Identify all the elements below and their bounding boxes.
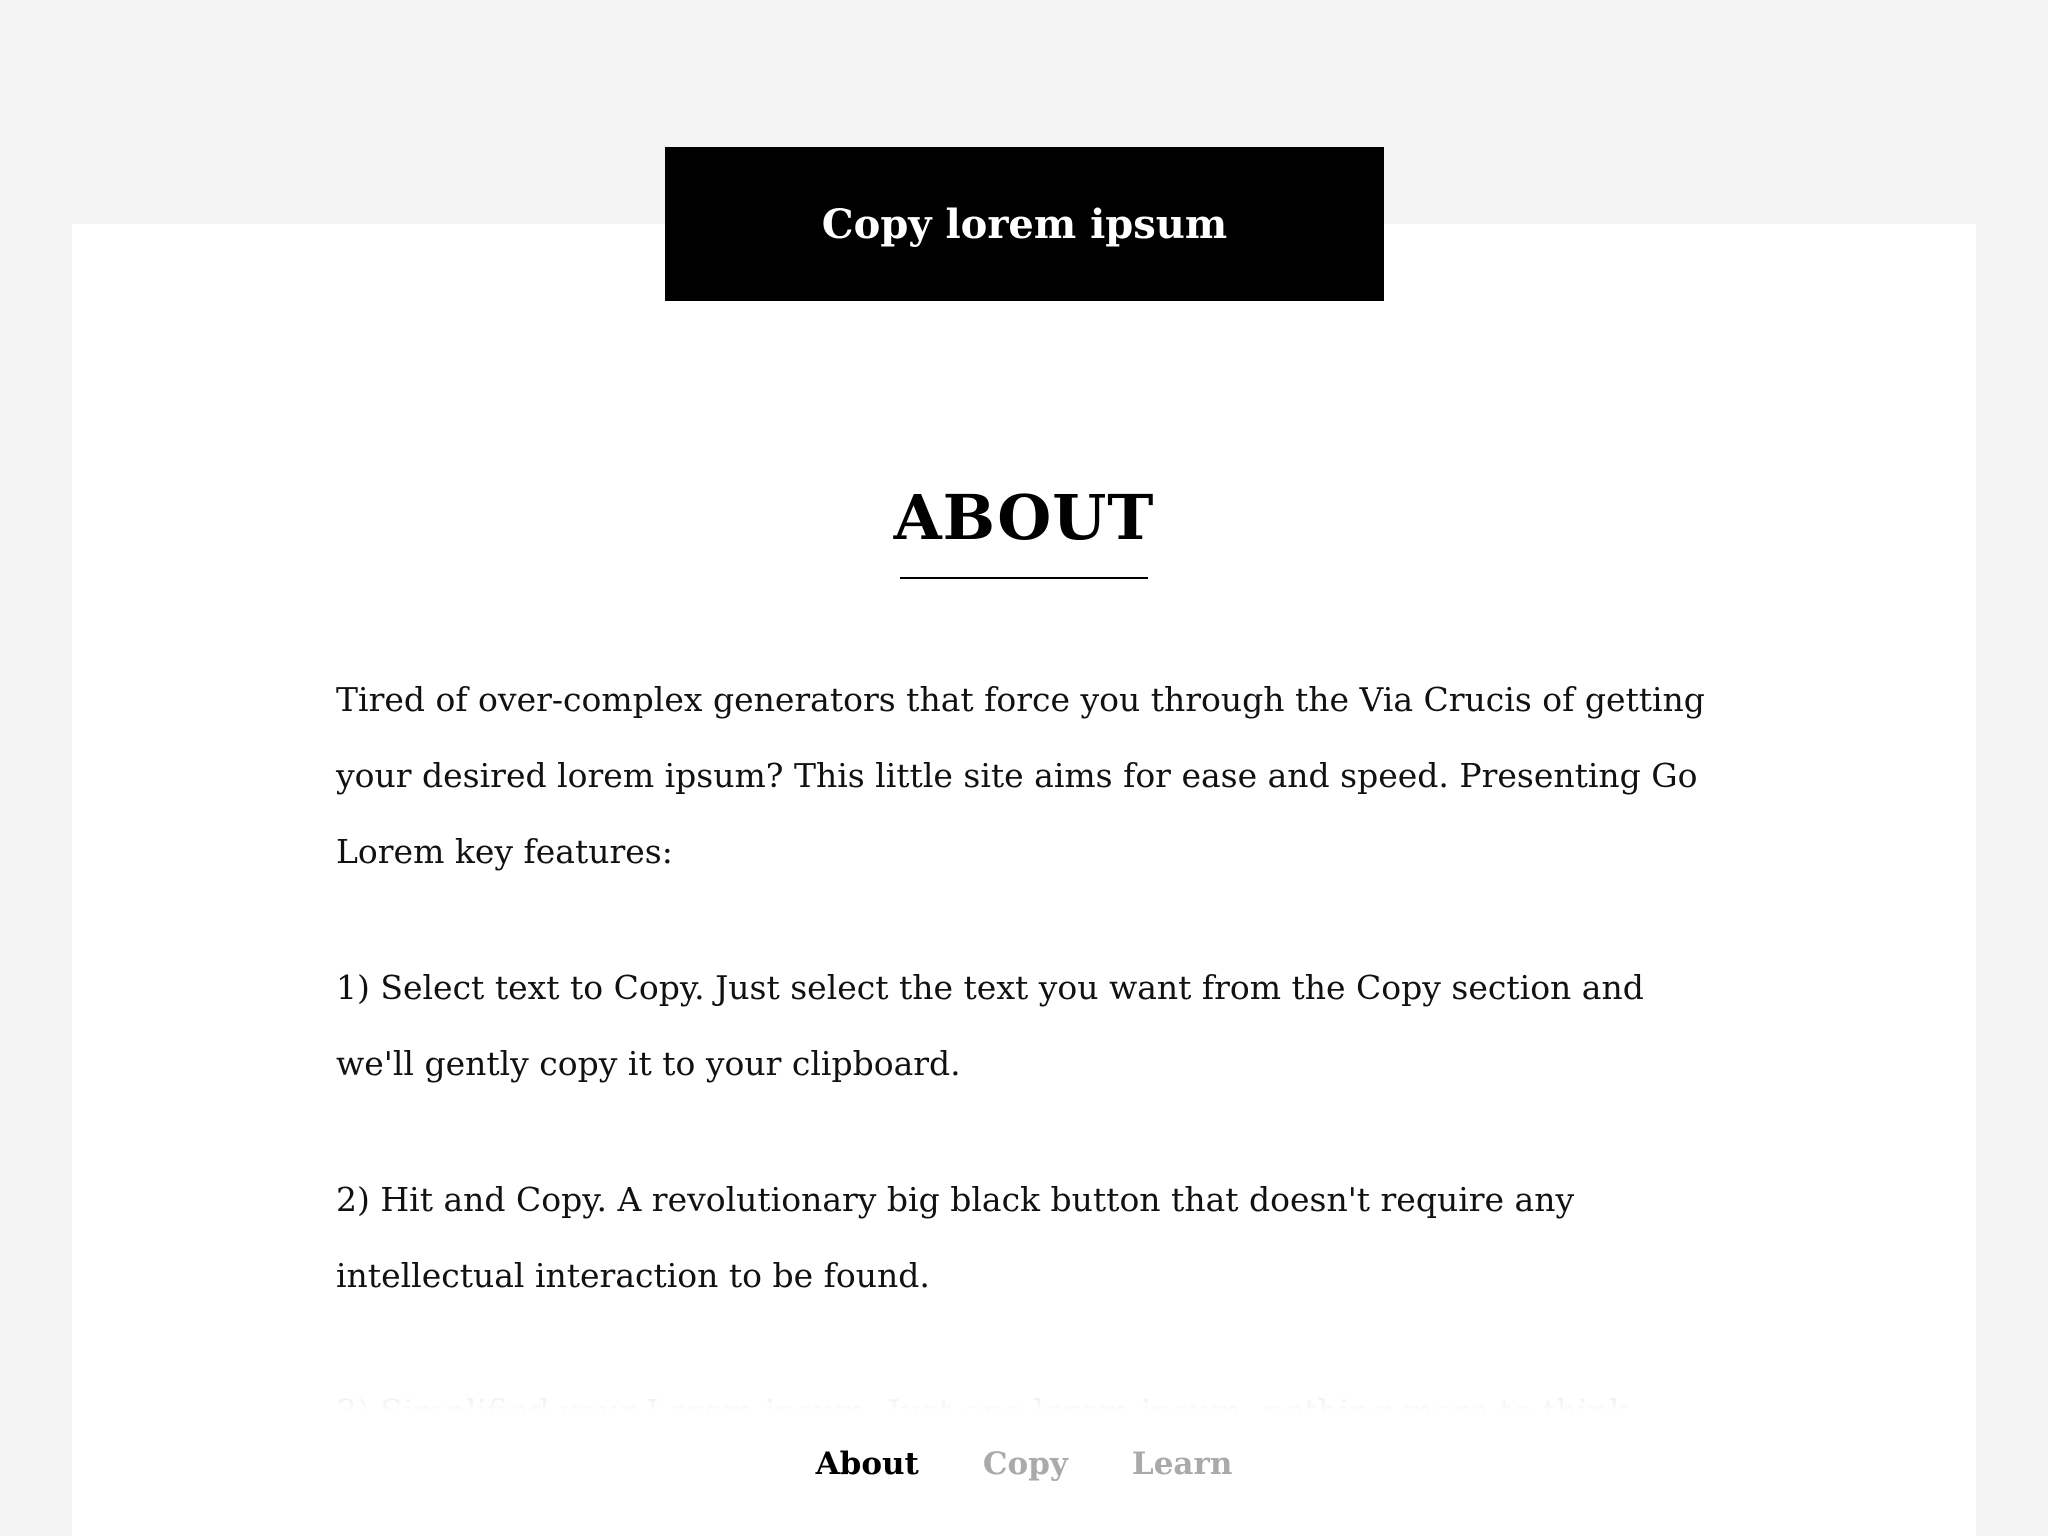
page-title: ABOUT <box>893 481 1155 554</box>
about-paragraph-intro: Tired of over-complex generators that force you through the Via Crucis of getting your desired lorem ipsum? This little site aims for ease and speed. Presenting Go Lorem key features: <box>336 680 1705 871</box>
nav-item-learn[interactable]: Learn <box>1131 1446 1233 1482</box>
bottom-nav <box>0 1446 2048 1482</box>
nav-item-about[interactable]: About <box>815 1446 919 1482</box>
copy-lorem-ipsum-button[interactable]: Copy lorem ipsum <box>665 147 1384 301</box>
about-content <box>336 662 1716 1400</box>
title-underline <box>900 577 1148 579</box>
nav-item-copy[interactable]: Copy <box>982 1446 1068 1482</box>
about-paragraph-feature-1: 1) Select text to Copy. Just select the text you want from the Copy section and we'll gently copy it to your clipboard. <box>336 968 1644 1083</box>
about-paragraph-feature-2: 2) Hit and Copy. A revolutionary big black button that doesn't require any intellectual interaction to be found. <box>336 1180 1575 1295</box>
